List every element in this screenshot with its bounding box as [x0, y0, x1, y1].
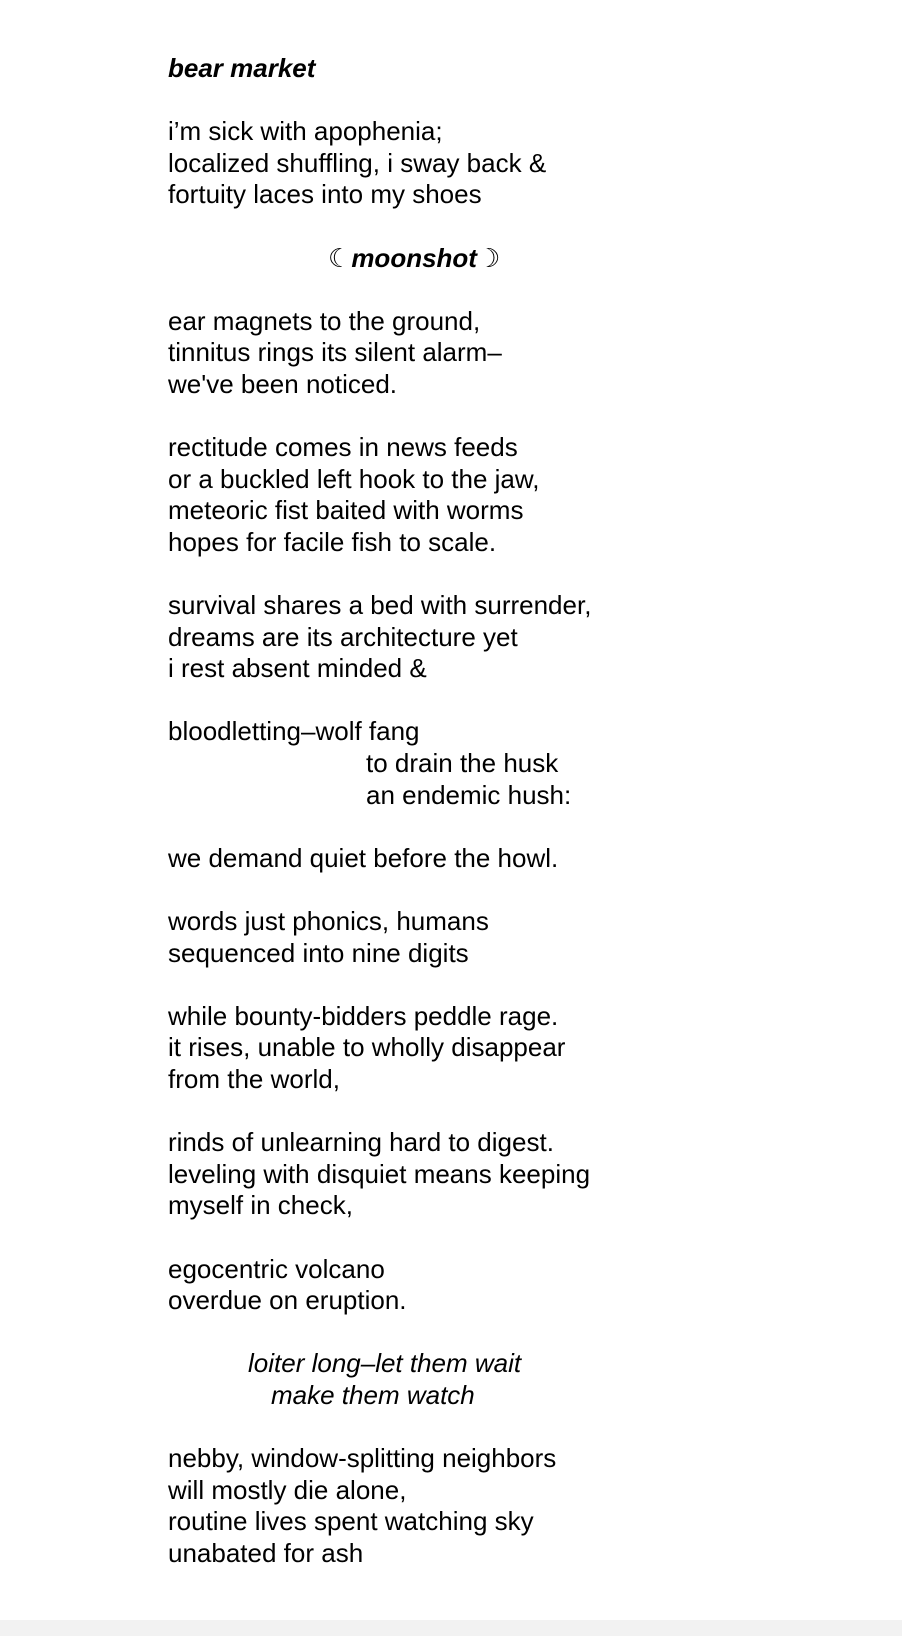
page-bottom-edge: [0, 1620, 902, 1636]
poem-line: words just phonics, humans: [168, 906, 489, 937]
poem-line: i rest absent minded &: [168, 653, 427, 684]
poem-line: sequenced into nine digits: [168, 937, 469, 968]
poem-line: leveling with disquiet means keeping: [168, 1158, 591, 1189]
poem-line: we've been noticed.: [168, 368, 398, 399]
poem-line: ear magnets to the ground,: [168, 305, 481, 336]
crescent-moon-left-glyph: ☾: [328, 242, 352, 273]
stanza-9: [168, 1127, 868, 1222]
stanza-4: [168, 590, 868, 685]
stanza-break: [168, 1222, 868, 1254]
poem-line: dreams are its architecture yet: [168, 621, 518, 652]
poem-line: i’m sick with apophenia;: [168, 116, 443, 147]
stanza-break: [168, 1317, 868, 1349]
stanza-3: [168, 432, 868, 558]
poem-line: tinnitus rings its silent alarm–: [168, 337, 502, 368]
stanza-5: [168, 716, 868, 811]
poem-title: bear market: [168, 53, 316, 83]
stanza-break: [168, 274, 868, 306]
poem-line: will mostly die alone,: [168, 1474, 407, 1505]
stanza-6: [168, 843, 868, 875]
stanza-break: [168, 685, 868, 717]
poem-line: fortuity laces into my shoes: [168, 179, 482, 210]
poem-line: rinds of unlearning hard to digest.: [168, 1127, 554, 1158]
poem-line: egocentric volcano: [168, 1253, 385, 1284]
stanza-break: [168, 874, 868, 906]
poem: [168, 53, 868, 1570]
poem-line: unabated for ash: [168, 1537, 364, 1568]
poem-line: from the world,: [168, 1064, 340, 1094]
stanza-2: [168, 306, 868, 401]
stanza-break: [168, 811, 868, 843]
poem-line: or a buckled left hook to the jaw,: [168, 463, 540, 494]
refrain-line: loiter long–let them wait: [248, 1348, 522, 1379]
poem-line: meteoric fist baited with worms: [168, 495, 524, 526]
poem-line: overdue on eruption.: [168, 1285, 407, 1316]
poem-line: we demand quiet before the howl.: [168, 842, 559, 873]
refrain-line: make them watch: [271, 1379, 475, 1410]
stanza-11: [168, 1443, 868, 1569]
refrain: [168, 1348, 868, 1411]
poem-line: bloodletting–wolf fang: [168, 716, 420, 747]
poem-line: it rises, unable to wholly disappear: [168, 1032, 566, 1063]
stanza-break: [168, 969, 868, 1001]
poem-line: nebby, window-splitting neighbors: [168, 1443, 557, 1474]
stanza-break: [168, 85, 868, 117]
stanza-break: [168, 1096, 868, 1128]
stanza-break: [168, 1412, 868, 1444]
poem-line-indented: an endemic hush:: [366, 779, 572, 810]
crescent-moon-right-glyph: ☽: [476, 242, 501, 273]
stanza-break: [168, 211, 868, 243]
poem-line: localized shuffling, i sway back &: [168, 147, 547, 178]
stanza-7: [168, 906, 868, 969]
poem-line: survival shares a bed with surrender,: [168, 590, 592, 621]
stanza-1: [168, 116, 868, 211]
stanza-8: [168, 1001, 868, 1096]
poem-line-indented: to drain the husk: [366, 748, 559, 779]
poem-line: rectitude comes in news feeds: [168, 432, 518, 463]
stanza-10: [168, 1254, 868, 1317]
poem-line: routine lives spent watching sky: [168, 1506, 534, 1537]
poem-line: hopes for facile fish to scale.: [168, 526, 497, 557]
poem-line: while bounty-bidders peddle rage.: [168, 1000, 559, 1031]
moonshot-interlude: [168, 243, 868, 275]
stanza-break: [168, 401, 868, 433]
moonshot-word: moonshot: [351, 242, 477, 273]
stanza-break: [168, 559, 868, 591]
poem-line: myself in check,: [168, 1190, 353, 1221]
